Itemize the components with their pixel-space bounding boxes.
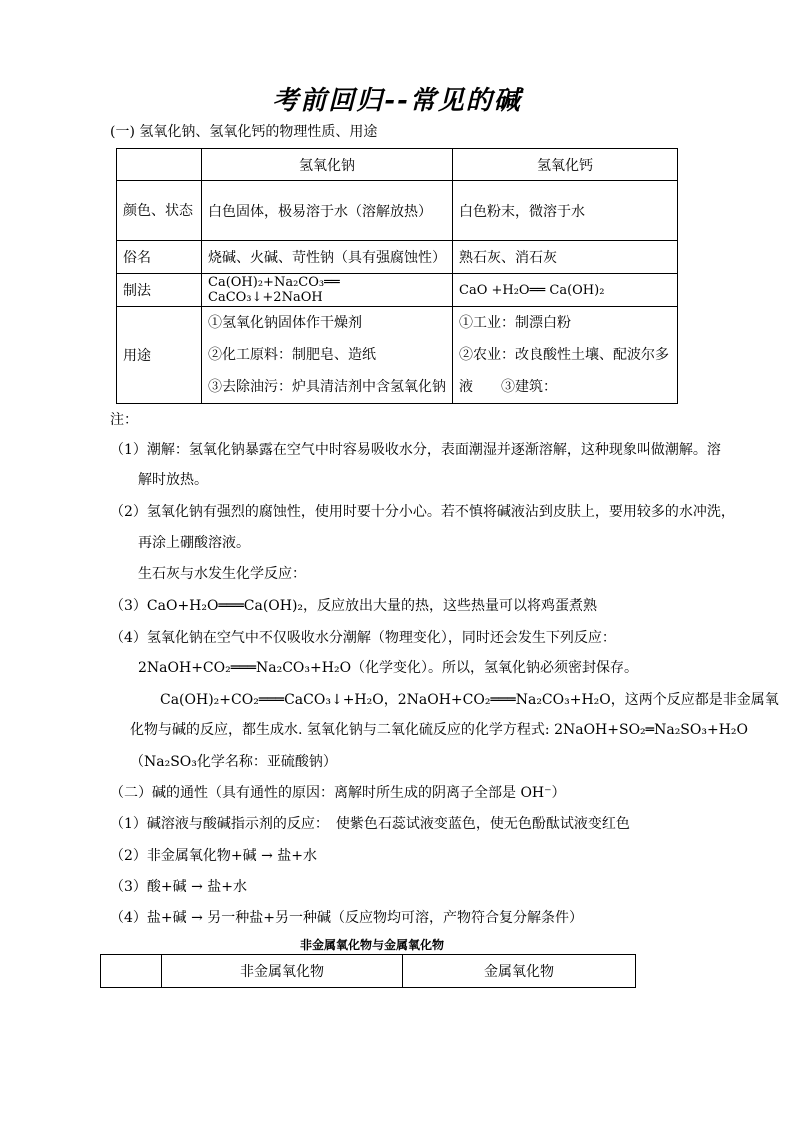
property-1: （1）碱溶液与酸碱指示剂的反应： 使紫色石蕊试液变蓝色，使无色酚酞试液变红色 [110,816,630,832]
note-3: （3）CaO+H₂O═══Ca(OH)₂，反应放出大量的热，这些热量可以将鸡蛋煮熟 [110,598,598,614]
note-2-cont: 再涂上硼酸溶液。 [138,535,250,551]
row-label: 颜色、状态 [117,181,202,241]
header-naoh: 氢氧化钠 [202,149,453,181]
cell-naoh: 烧碱、火碱、苛性钠（具有强腐蚀性） [202,241,453,274]
header-empty [117,149,202,181]
table-header-row [117,149,678,181]
usage-item: 液 ③建筑： [459,379,557,395]
row-label: 制法 [117,274,202,307]
property-3: （3）酸+碱 → 盐+水 [110,879,247,895]
usage-item: ③去除油污：炉具清洁剂中含氢氧化钠 [208,379,446,395]
cell-naoh: Ca(OH)₂+Na₂CO₃══ CaCO₃↓+2NaOH [202,274,453,307]
table-caption: 非金属氧化物与金属氧化物 [299,938,444,952]
header-nonmetal-oxide: 非金属氧化物 [162,955,403,988]
notes-label: 注： [110,412,138,428]
header-empty [101,955,162,988]
cell-caoh: 熟石灰、消石灰 [453,241,678,274]
section-heading-1: (一) 氢氧化钠、氢氧化钙的物理性质、用途 [110,124,378,140]
header-metal-oxide: 金属氧化物 [403,955,636,988]
note-2-lime: 生石灰与水发生化学反应： [138,566,306,582]
property-2: （2）非金属氧化物+碱 → 盐+水 [110,848,317,864]
page-title: 考前回归--常见的碱 [272,86,522,116]
table-row [117,241,678,274]
usage-item: ②化工原料：制肥皂、造纸 [208,347,376,363]
usage-item: ②农业：改良酸性土壤、配波尔多 [459,347,669,363]
row-label: 俗名 [117,241,202,274]
table-row [117,181,678,241]
cell-caoh-usage [453,307,678,404]
usage-item: ①工业：制漂白粉 [459,315,571,331]
properties-table [116,148,678,404]
property-4: （4）盐+碱 → 另一种盐+另一种碱（反应物均可溶，产物符合复分解条件） [110,910,583,926]
oxides-table [100,954,636,988]
usage-item: ①氢氧化钠固体作干燥剂 [208,315,362,331]
table-row [117,274,678,307]
row-label: 用途 [117,307,202,404]
note-2: （2）氢氧化钠有强烈的腐蚀性，使用时要十分小心。若不慎将碱液沾到皮肤上，要用较多的水冲洗， [110,504,735,520]
note-1: （1）潮解：氢氧化钠暴露在空气中时容易吸收水分，表面潮湿并逐渐溶解，这种现象叫做潮解。溶 [110,442,721,458]
cell-naoh-usage [202,307,453,404]
section-heading-2: （二）碱的通性（具有通性的原因：离解时所生成的阴离子全部是 OH⁻） [110,785,566,801]
table-row-usage [117,307,678,404]
note-4: （4）氢氧化钠在空气中不仅吸收水分潮解（物理变化），同时还会发生下列反应： [110,630,616,646]
cell-caoh: 白色粉末，微溶于水 [453,181,678,241]
note-4-eq2: Ca(OH)₂+CO₂═══CaCO₃↓+H₂O，2NaOH+CO₂═══Na₂CO₃+H₂O，这两个反应都是非金属氧 [160,692,779,708]
note-4-eq: 2NaOH+CO₂═══Na₂CO₃+H₂O（化学变化）。所以，氢氧化钠必须密封保存。 [138,660,639,676]
header-caoh: 氢氧化钙 [453,149,678,181]
table-header-row [101,955,636,988]
cell-naoh: 白色固体，极易溶于水（溶解放热） [202,181,453,241]
note-4-cont: 化物与碱的反应，都生成水. 氢氧化钠与二氧化硫反应的化学方程式: 2NaOH+SO₂═Na₂SO₃+H₂O [130,722,749,738]
note-1-cont: 解时放热。 [138,472,208,488]
cell-caoh: CaO +H₂O══ Ca(OH)₂ [453,274,678,307]
note-4-name: （Na₂SO₃化学名称：亚硫酸钠） [130,754,337,770]
